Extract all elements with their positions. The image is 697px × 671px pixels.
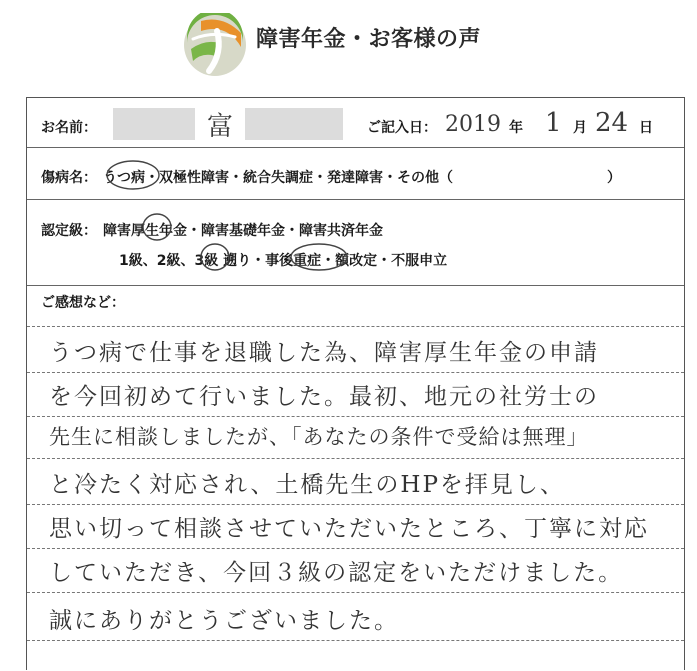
ruled-line (27, 640, 684, 641)
ruled-line (27, 548, 684, 549)
disease-row (27, 148, 684, 200)
ruled-line (27, 372, 684, 373)
comment-line-5: 思い切って相談させていただいたところ、丁寧に対応 (49, 516, 649, 542)
page-header (0, 0, 697, 92)
comment-line-7: 誠にありがとうございました。 (49, 608, 399, 634)
comment-line-1: うつ病で仕事を退職した為、障害厚生年金の申請 (49, 340, 599, 366)
disease-options: うつ病・双極性障害・統合失調症・発達障害・その他（ ） (103, 170, 621, 186)
ruled-line (27, 504, 684, 505)
comment-line-6: していただき、今回３級の認定をいただけました。 (49, 560, 624, 586)
name-handwritten: 富 (207, 112, 234, 142)
certification-row (27, 200, 684, 286)
date-day-unit: 日 (639, 120, 653, 136)
ruled-line (27, 416, 684, 417)
date-month-value: 1 (545, 108, 562, 138)
disease-label: 傷病名： (41, 170, 97, 186)
name-label: お名前： (41, 120, 97, 136)
ruled-line (27, 326, 684, 327)
comments-section (27, 286, 684, 671)
cert-label: 認定級： (41, 223, 97, 239)
cert-grades: 1級、2級、3級 遡り・事後重症・額改定・不服申立 (119, 253, 448, 269)
ruled-line (27, 458, 684, 459)
date-month-unit: 月 (573, 120, 587, 136)
page-title: 障害年金・お客様の声 (256, 27, 482, 52)
date-day-value: 24 (595, 108, 629, 138)
name-redaction-left (113, 108, 195, 140)
comment-line-3: 先生に相談しましたが、「あなたの条件で受給は無理」 (49, 425, 589, 449)
logo-icon (183, 13, 247, 77)
cert-pension-types: 障害厚生年金・障害基礎年金・障害共済年金 (103, 223, 383, 239)
date-label: ご記入日： (367, 120, 437, 136)
name-date-row (27, 98, 684, 148)
name-redaction-right (245, 108, 343, 140)
date-year-value: 2019 (445, 112, 501, 137)
date-year-unit: 年 (509, 120, 523, 136)
comment-line-2: を今回初めて行いました。最初、地元の社労士の (49, 384, 599, 410)
comment-line-4: と冷たく対応され、土橋先生のHPを拝見し、 (49, 472, 565, 498)
testimonial-form (26, 97, 685, 670)
ruled-line (27, 592, 684, 593)
comments-label: ご感想など： (41, 295, 125, 311)
